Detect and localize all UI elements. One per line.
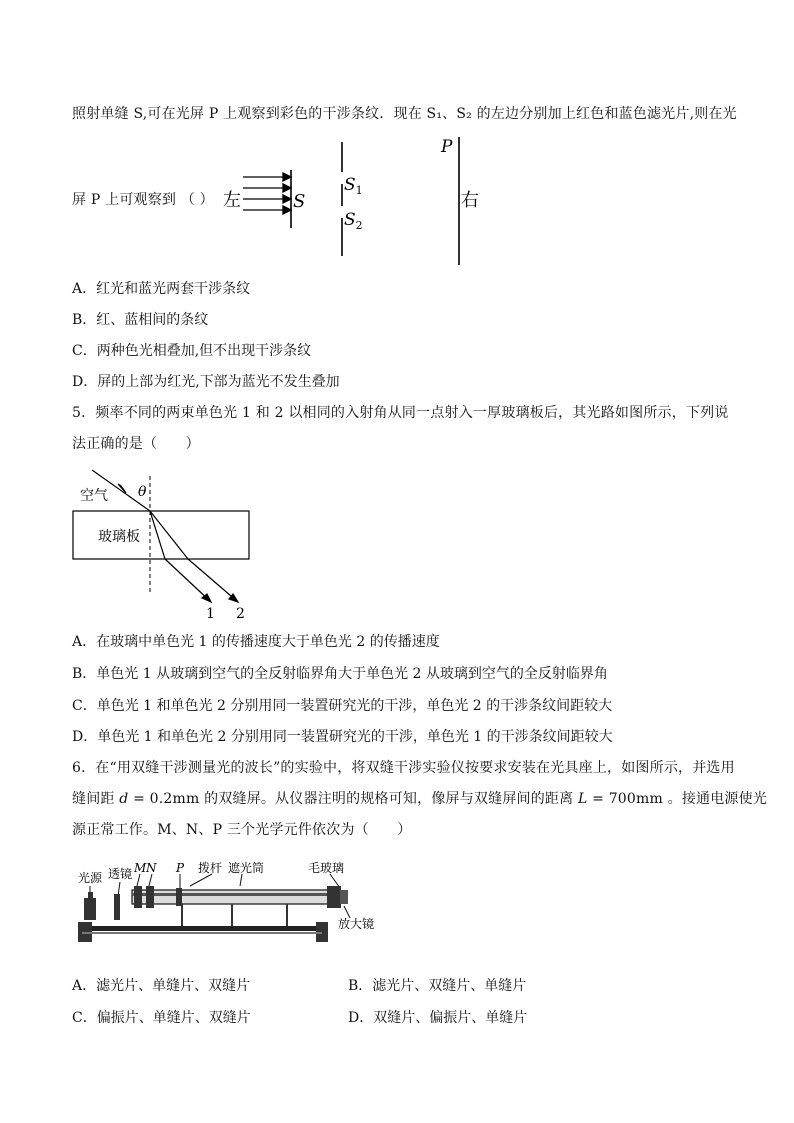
q5-option-d: D．单色光 1 和单色光 2 分别用同一装置研究光的干涉，单色光 1 的干涉条纹间距较大 (72, 729, 613, 745)
q4-double-slit-figure (215, 132, 505, 272)
q6-frosted-glass-label: 毛玻璃 (308, 861, 345, 875)
q5-stem-line2: 法正确的是（ ） (72, 436, 200, 452)
q4-label-S: S (293, 191, 306, 212)
q5-air-label: 空气 (80, 488, 108, 504)
q5-ray2-label: 2 (236, 606, 245, 622)
q6-optical-bench (78, 922, 328, 942)
q5-stem-line1: 5．频率不同的两束单色光 1 和 2 以相同的入射角从同一点射入一厚玻璃板后，其光路如图所示，下列说 (72, 405, 729, 421)
q5-option-a: A．在玻璃中单色光 1 的传播速度大于单色光 2 的传播速度 (72, 634, 440, 650)
q5-ray1-label: 1 (206, 606, 215, 622)
q4-right-label: 右 (461, 190, 479, 211)
q6-source-label: 光源 (78, 871, 103, 885)
q6-lever-label: 拨杆 (198, 861, 223, 875)
q6-option-b: B．滤光片、双缝片、单缝片 (348, 978, 527, 994)
q6-magnifier-label: 放大镜 (338, 917, 375, 931)
q5-glass-plate-figure (70, 462, 260, 624)
q5-option-c: C．单色光 1 和单色光 2 分别用同一装置研究光的干涉，单色光 2 的干涉条纹间距较大 (72, 698, 613, 714)
q4-option-a: A．红光和蓝光两套干涉条纹 (72, 281, 251, 297)
q4-stem-line2: 屏 P 上可观察到 （ ） (72, 192, 214, 208)
q6-M-label: M (134, 861, 147, 875)
q6-apparatus-figure (72, 856, 392, 954)
q6-light-source-and-lens (84, 892, 120, 920)
q6-tube-supports (182, 904, 287, 926)
q6-option-d: D．双缝片、偏振片、单缝片 (348, 1010, 528, 1026)
q5-option-b: B．单色光 1 从玻璃到空气的全反射临界角大于单色光 2 从玻璃到空气的全反射临界角 (72, 666, 608, 682)
q4-option-d: D．屏的上部为红光,下部为蓝光不发生叠加 (72, 374, 340, 390)
q4-label-S2: $S_2$ (344, 210, 363, 232)
q6-stem-line3: 源正常工作。M、N、P 三个光学元件依次为（ ） (72, 822, 412, 838)
q4-stem-line1: 照射单缝 S,可在光屏 P 上观察到彩色的干涉条纹．现在 S₁、S₂ 的左边分别加上红色和蓝色滤光片,则在光 (72, 106, 737, 122)
q6-stem-line2: 缝间距 d = 0.2mm 的双缝屏。从仪器注明的规格可知，像屏与双缝屏间的距离 L = 700mm 。接通电源使光 (72, 791, 768, 807)
q4-option-c: C．两种色光相叠加,但不出现干涉条纹 (72, 343, 312, 359)
q6-lens-label: 透镜 (108, 867, 133, 881)
q6-tube-label: 遮光筒 (228, 861, 265, 875)
q6-option-a: A．滤光片、单缝片、双缝片 (72, 978, 251, 994)
q6-N-label: N (146, 861, 157, 875)
q6-P-label: P (176, 861, 185, 875)
q4-left-label: 左 (223, 190, 241, 211)
q6-stem-line1: 6．在“用双缝干涉测量光的波长”的实验中，将双缝干涉实验仪按要求安装在光具座上，如图所示，并选用 (72, 760, 735, 776)
q5-glass-label: 玻璃板 (98, 529, 140, 545)
q5-theta-label: θ (138, 484, 147, 500)
q6-option-c: C．偏振片、单缝片、双缝片 (72, 1010, 251, 1026)
q4-option-b: B．红、蓝相间的条纹 (72, 312, 209, 328)
q6-light-shield-tube (132, 886, 348, 908)
q4-incident-light-arrows (243, 173, 291, 214)
q4-label-P: P (441, 137, 453, 157)
q4-label-S1: $S_1$ (344, 175, 363, 197)
